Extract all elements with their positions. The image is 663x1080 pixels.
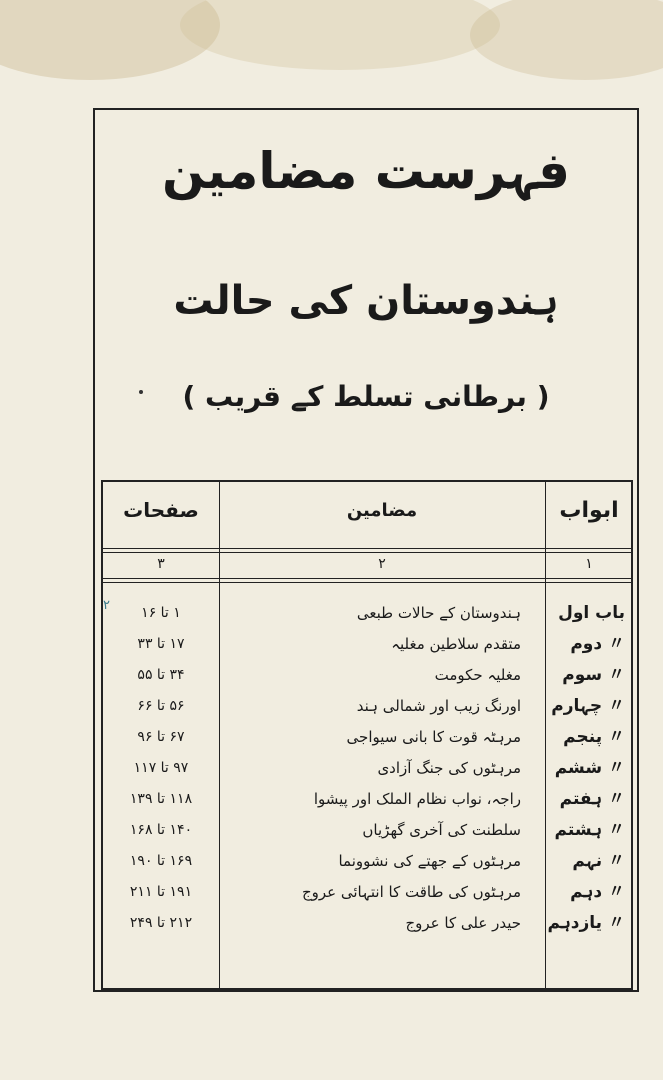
page-range: ۹۷ تا ۱۱۷ <box>133 760 189 776</box>
header-pages: صفحات <box>123 498 199 522</box>
page-range: ۱۶۹ تا ۱۹۰ <box>129 853 193 869</box>
handwritten-annotation: ۲ <box>103 598 110 613</box>
chapter-label: 〃 ہشتم <box>554 820 625 840</box>
page-range: ۳۴ تا ۵۵ <box>137 667 185 683</box>
page-range: ۱ تا ۱۶ <box>141 605 181 621</box>
page-range: ۵۶ تا ۶۶ <box>137 698 185 714</box>
subject-label: اورنگ زیب اور شمالی ہند <box>356 697 521 715</box>
chapter-label: 〃 یازدہم <box>547 913 625 933</box>
contents-frame <box>93 108 639 992</box>
table-row <box>103 660 631 690</box>
subject-label: مرہٹوں کی طاقت کا انتہائی عروج <box>301 883 521 901</box>
subject-label: ہندوستان کے حالات طبعی <box>356 604 521 622</box>
contents-title: فہرست مضامین <box>161 142 570 200</box>
page-range: ۱۷ تا ۳۳ <box>137 636 185 652</box>
chapter-label: 〃 ششم <box>554 758 625 778</box>
table-row <box>103 753 631 783</box>
subject-label: مرہٹوں کے جھتے کی نشوونما <box>338 852 521 870</box>
paper-stain <box>180 0 500 70</box>
table-row <box>103 629 631 659</box>
table-row <box>103 598 631 628</box>
paper-stain <box>0 0 220 80</box>
page-range: ۱۹۱ تا ۲۱۱ <box>129 884 193 900</box>
paper-stain <box>470 0 663 80</box>
column-number-chapters: ۱ <box>585 556 593 572</box>
subject-label: راجہ، نواب نظام الملک اور پیشوا <box>313 790 521 808</box>
chapter-label: 〃 چہارم <box>551 696 625 716</box>
chapter-label: 〃 پنجم <box>563 727 625 747</box>
subject-label: مرہٹہ قوت کا بانی سیواجی <box>346 728 521 746</box>
header-chapters: ابواب <box>559 498 619 523</box>
table-row <box>103 908 631 938</box>
table-row <box>103 815 631 845</box>
table-row <box>103 877 631 907</box>
title-block <box>95 110 637 480</box>
table-row <box>103 691 631 721</box>
chapter-label: 〃 نہم <box>572 851 625 871</box>
page-range: ۱۴۰ تا ۱۶۸ <box>129 822 193 838</box>
page-range: ۶۷ تا ۹۶ <box>137 729 185 745</box>
subject-label: مرہٹوں کی جنگ آزادی <box>377 759 521 777</box>
header-subjects: مضامین <box>346 500 418 521</box>
book-title: ہندوستان کی حالت <box>173 278 559 324</box>
subject-label: حیدر علی کا عروج <box>405 914 521 932</box>
subject-label: متقدم سلاطین مغلیہ <box>391 635 521 653</box>
chapter-label: باب اول <box>558 603 625 623</box>
header-rule-2 <box>103 552 631 553</box>
page-range: ۱۱۸ تا ۱۳۹ <box>129 791 193 807</box>
number-rule <box>103 578 631 579</box>
number-rule-2 <box>103 582 631 583</box>
column-number-pages: ۳ <box>157 556 165 572</box>
chapter-label: 〃 دہم <box>570 882 625 902</box>
table-row <box>103 846 631 876</box>
column-number-subjects: ۲ <box>378 556 386 572</box>
page-range: ۲۱۲ تا ۲۴۹ <box>129 915 193 931</box>
contents-table <box>101 480 633 990</box>
header-rule <box>103 548 631 549</box>
chapter-label: 〃 ہفتم <box>559 789 625 809</box>
chapter-label: 〃 سوم <box>562 665 625 685</box>
ink-dot <box>139 390 143 394</box>
book-subtitle: ( برطانی تسلط کے قریب ) <box>182 380 550 413</box>
table-row <box>103 784 631 814</box>
table-row <box>103 722 631 752</box>
chapter-label: 〃 دوم <box>570 634 625 654</box>
subject-label: مغلیہ حکومت <box>434 666 521 684</box>
subject-label: سلطنت کی آخری گھڑیاں <box>362 821 521 839</box>
